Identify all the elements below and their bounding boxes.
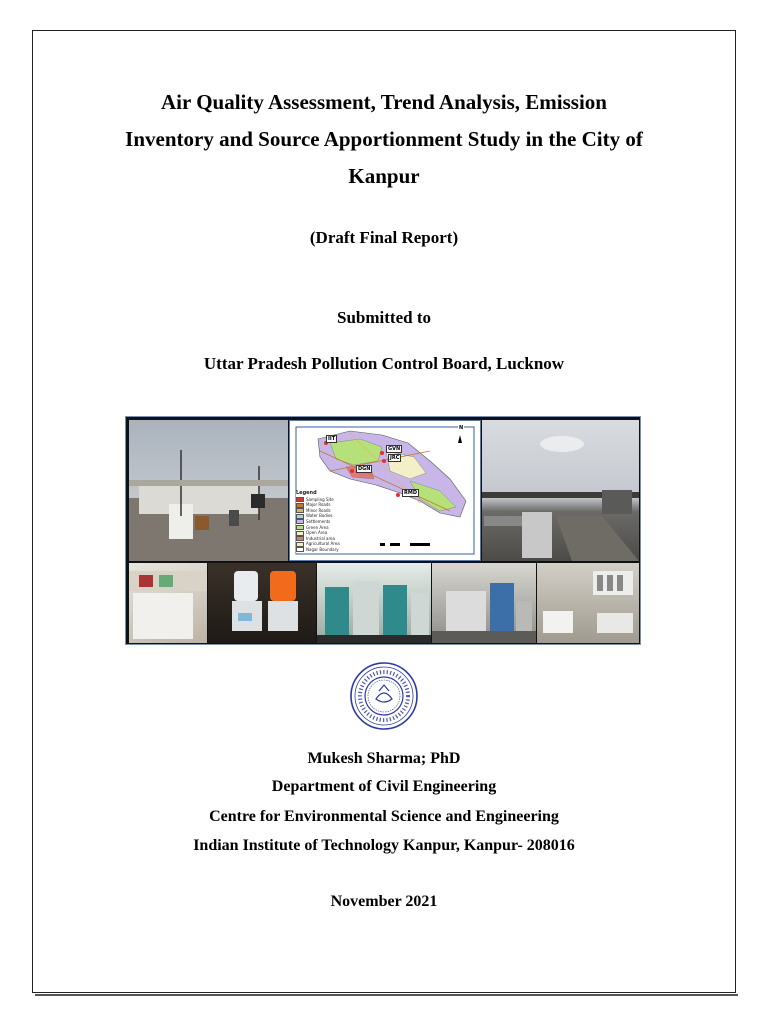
spectrometer-photo xyxy=(432,563,536,643)
site-label-rmd: RMD xyxy=(404,490,417,496)
legend-label: Sampling Site xyxy=(306,496,334,502)
sampling-site-map xyxy=(289,420,481,561)
site-label-dgn: DGN xyxy=(358,466,371,472)
site-label-gvn: GVN xyxy=(388,446,401,452)
legend-label: Open Area xyxy=(306,530,328,536)
north-arrow-icon: N xyxy=(459,425,464,431)
legend-label: Nagar Boundary xyxy=(306,546,339,552)
rooftop-sampler-photo xyxy=(129,420,288,561)
legend-label: Water Bodies xyxy=(306,513,333,519)
submitted-to-label: Submitted to xyxy=(337,308,431,327)
report-date: November 2021 xyxy=(330,893,438,910)
legend-swatch xyxy=(296,519,304,524)
title-line-3: Kanpur xyxy=(348,164,420,188)
legend-title: Legend xyxy=(296,490,317,496)
organization-name: Uttar Pradesh Pollution Control Board, Lucknow xyxy=(203,354,565,373)
legend-label: Industrial area xyxy=(306,535,335,541)
legend-label: Major Roads xyxy=(306,502,331,508)
title-line-1: Air Quality Assessment, Trend Analysis, Emission xyxy=(161,90,607,114)
photo-collage xyxy=(125,416,641,645)
title-line-2: Inventory and Source Apportionment Study in the City of xyxy=(125,127,643,151)
legend-swatch xyxy=(296,503,304,508)
legend-swatch xyxy=(296,531,304,536)
analyzer-photo xyxy=(317,563,431,643)
author-institute: Indian Institute of Technology Kanpur, Kanpur- 208016 xyxy=(193,837,575,854)
legend-label: Green Area xyxy=(306,524,329,530)
report-title xyxy=(40,84,728,195)
site-label-jrc: JRC xyxy=(390,455,400,461)
author-centre: Centre for Environmental Science and Engineering xyxy=(209,808,559,825)
lab-instrument-photo xyxy=(208,563,316,643)
author-name: Mukesh Sharma; PhD xyxy=(307,750,461,767)
author-department: Department of Civil Engineering xyxy=(271,778,497,795)
report-subtitle: (Draft Final Report) xyxy=(309,228,459,247)
legend-label: Agricultural Area xyxy=(306,541,340,547)
lab-shelf-photo xyxy=(129,563,207,643)
legend-list xyxy=(296,497,348,553)
map-legend xyxy=(296,491,348,553)
legend-label: Settlements xyxy=(306,518,331,524)
legend-swatch xyxy=(296,547,304,552)
rooftop-site-photo xyxy=(482,420,639,561)
lab-equipment-photo xyxy=(537,563,639,643)
legend-label: Minor Roads xyxy=(306,507,331,513)
iit-kanpur-logo xyxy=(349,661,419,731)
legend-item xyxy=(296,547,348,553)
site-label-iit: IIT xyxy=(328,436,336,442)
